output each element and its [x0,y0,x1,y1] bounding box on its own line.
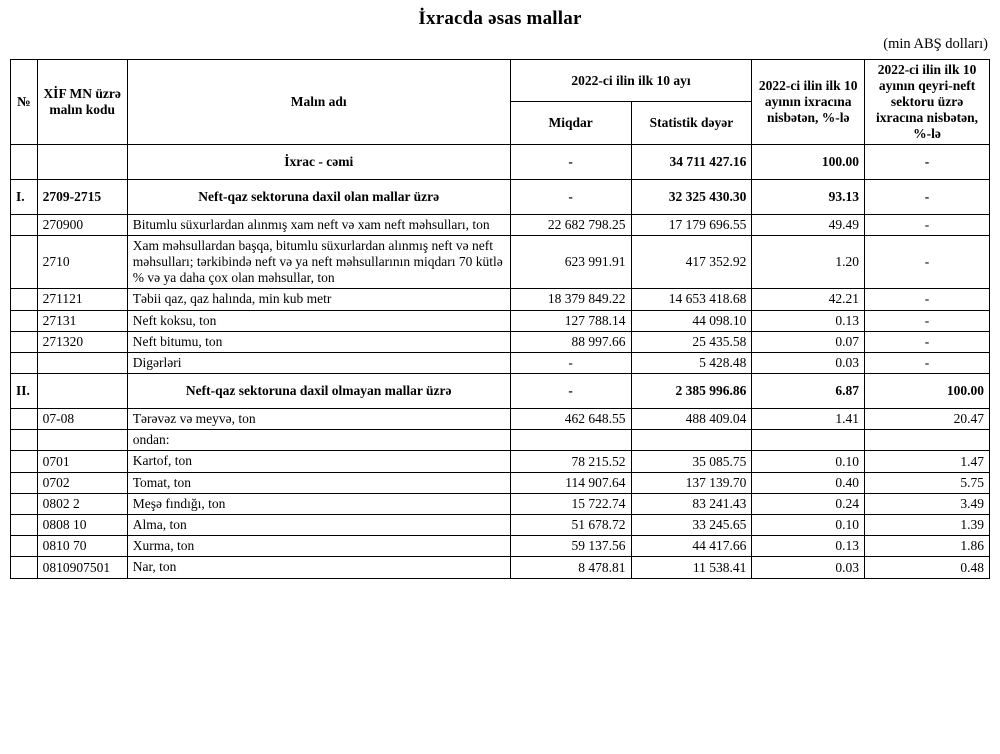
cell-no [11,352,38,373]
table-row [11,352,990,373]
header-share-nonoil: 2022-ci ilin ilk 10 ayının qeyri-neft sektoru üzrə ixracına nisbətən, %-lə [865,60,990,145]
cell-no [11,331,38,352]
cell-share-total: 0.24 [752,493,865,514]
cell-quantity: 22 682 798.25 [510,214,631,235]
cell-no [11,515,38,536]
cell-name: İxrac - cəmi [127,144,510,179]
cell-name: Xurma, ton [127,536,510,557]
header-period-group: 2022-ci ilin ilk 10 ayı [510,60,752,102]
cell-no [11,557,38,578]
cell-share-total: 0.13 [752,536,865,557]
cell-share-nonoil: - [865,235,990,289]
table-row [11,289,990,310]
table-header [11,60,990,145]
cell-no [11,289,38,310]
cell-code: 0701 [37,451,127,472]
cell-value: 14 653 418.68 [631,289,752,310]
table-row [11,409,990,430]
cell-share-nonoil: 1.86 [865,536,990,557]
cell-no [11,310,38,331]
cell-quantity: - [510,374,631,409]
cell-share-nonoil [865,430,990,451]
cell-code: 270900 [37,214,127,235]
cell-share-nonoil: - [865,310,990,331]
cell-name: Tərəvəz və meyvə, ton [127,409,510,430]
table-body [11,144,990,578]
cell-name: Meşə fındığı, ton [127,493,510,514]
cell-no [11,472,38,493]
table-row [11,430,990,451]
table-row [11,214,990,235]
cell-code: 2709-2715 [37,179,127,214]
cell-value: 488 409.04 [631,409,752,430]
cell-share-total [752,430,865,451]
cell-code: 0810907501 [37,557,127,578]
header-name: Malın adı [127,60,510,145]
cell-name: Bitumlu süxurlardan alınmış xam neft və xam neft məhsulları, ton [127,214,510,235]
table-row [11,179,990,214]
cell-name: Xam məhsullardan başqa, bitumlu süxurlardan alınmış neft və neft məhsulları; tərkibində neft və ya neft məhsullarının miqdarı 70 kütlə % və ya daha çox olan məhsullar, ton [127,235,510,289]
cell-share-nonoil: - [865,352,990,373]
cell-share-nonoil: - [865,144,990,179]
cell-value: 83 241.43 [631,493,752,514]
cell-share-total: 0.03 [752,557,865,578]
cell-no: I. [11,179,38,214]
cell-share-nonoil: 3.49 [865,493,990,514]
cell-name: Digərləri [127,352,510,373]
cell-share-nonoil: 1.39 [865,515,990,536]
cell-share-total: 0.03 [752,352,865,373]
cell-value [631,430,752,451]
table-row [11,144,990,179]
table-row [11,536,990,557]
cell-code: 27131 [37,310,127,331]
cell-quantity: 127 788.14 [510,310,631,331]
cell-quantity: 114 907.64 [510,472,631,493]
cell-share-total: 49.49 [752,214,865,235]
table-row [11,493,990,514]
cell-name: ondan: [127,430,510,451]
cell-no [11,536,38,557]
cell-value: 35 085.75 [631,451,752,472]
page-title: İxracda əsas mallar [418,8,582,29]
cell-share-nonoil: - [865,331,990,352]
cell-code: 07-08 [37,409,127,430]
cell-code: 2710 [37,235,127,289]
cell-code: 0702 [37,472,127,493]
table-row [11,235,990,289]
cell-no [11,493,38,514]
cell-value: 17 179 696.55 [631,214,752,235]
cell-quantity: - [510,144,631,179]
header-share-total: 2022-ci ilin ilk 10 ayının ixracına nisbətən, %-lə [752,60,865,145]
cell-value: 44 417.66 [631,536,752,557]
document-page [0,8,1000,754]
cell-code [37,374,127,409]
header-no: № [11,60,38,145]
cell-share-nonoil: - [865,214,990,235]
cell-code [37,430,127,451]
cell-quantity: 623 991.91 [510,235,631,289]
cell-share-nonoil: 20.47 [865,409,990,430]
cell-name: Kartof, ton [127,451,510,472]
cell-value: 33 245.65 [631,515,752,536]
cell-share-total: 0.10 [752,515,865,536]
cell-no [11,235,38,289]
units-note: (min ABŞ dolları) [883,36,988,52]
cell-code [37,352,127,373]
cell-quantity: 51 678.72 [510,515,631,536]
cell-share-total: 0.07 [752,331,865,352]
cell-name: Təbii qaz, qaz halında, min kub metr [127,289,510,310]
cell-share-total: 0.40 [752,472,865,493]
cell-quantity: 8 478.81 [510,557,631,578]
cell-no [11,451,38,472]
cell-value: 2 385 996.86 [631,374,752,409]
cell-share-nonoil: - [865,289,990,310]
cell-quantity: 59 137.56 [510,536,631,557]
export-goods-table [10,59,990,579]
cell-share-nonoil: 100.00 [865,374,990,409]
cell-name: Neft koksu, ton [127,310,510,331]
cell-name: Nar, ton [127,557,510,578]
cell-quantity: 88 997.66 [510,331,631,352]
cell-share-nonoil: 5.75 [865,472,990,493]
cell-code: 0808 10 [37,515,127,536]
table-row [11,515,990,536]
cell-share-total: 1.20 [752,235,865,289]
table-row [11,557,990,578]
cell-value: 417 352.92 [631,235,752,289]
cell-name: Neft bitumu, ton [127,331,510,352]
table-row [11,331,990,352]
cell-no: II. [11,374,38,409]
header-quantity: Miqdar [510,102,631,144]
cell-name: Alma, ton [127,515,510,536]
cell-value: 5 428.48 [631,352,752,373]
table-row [11,374,990,409]
cell-quantity: 15 722.74 [510,493,631,514]
cell-code: 271320 [37,331,127,352]
cell-quantity: 78 215.52 [510,451,631,472]
cell-share-total: 93.13 [752,179,865,214]
cell-quantity: 18 379 849.22 [510,289,631,310]
cell-value: 137 139.70 [631,472,752,493]
cell-quantity [510,430,631,451]
cell-value: 34 711 427.16 [631,144,752,179]
cell-share-total: 100.00 [752,144,865,179]
cell-name: Neft-qaz sektoruna daxil olmayan mallar üzrə [127,374,510,409]
header-code: XİF MN üzrə malın kodu [37,60,127,145]
cell-code: 0810 70 [37,536,127,557]
cell-share-total: 0.10 [752,451,865,472]
cell-no [11,144,38,179]
cell-share-total: 6.87 [752,374,865,409]
cell-no [11,214,38,235]
cell-share-total: 42.21 [752,289,865,310]
cell-share-total: 1.41 [752,409,865,430]
cell-quantity: 462 648.55 [510,409,631,430]
cell-share-nonoil: 1.47 [865,451,990,472]
cell-code: 0802 2 [37,493,127,514]
cell-value: 11 538.41 [631,557,752,578]
cell-value: 44 098.10 [631,310,752,331]
cell-value: 32 325 430.30 [631,179,752,214]
cell-quantity: - [510,179,631,214]
cell-share-nonoil: - [865,179,990,214]
table-row [11,310,990,331]
cell-no [11,430,38,451]
cell-name: Tomat, ton [127,472,510,493]
cell-value: 25 435.58 [631,331,752,352]
cell-name: Neft-qaz sektoruna daxil olan mallar üzrə [127,179,510,214]
header-value: Statistik dəyər [631,102,752,144]
table-row [11,451,990,472]
cell-quantity: - [510,352,631,373]
cell-share-total: 0.13 [752,310,865,331]
cell-code [37,144,127,179]
table-row [11,472,990,493]
cell-no [11,409,38,430]
cell-share-nonoil: 0.48 [865,557,990,578]
cell-code: 271121 [37,289,127,310]
